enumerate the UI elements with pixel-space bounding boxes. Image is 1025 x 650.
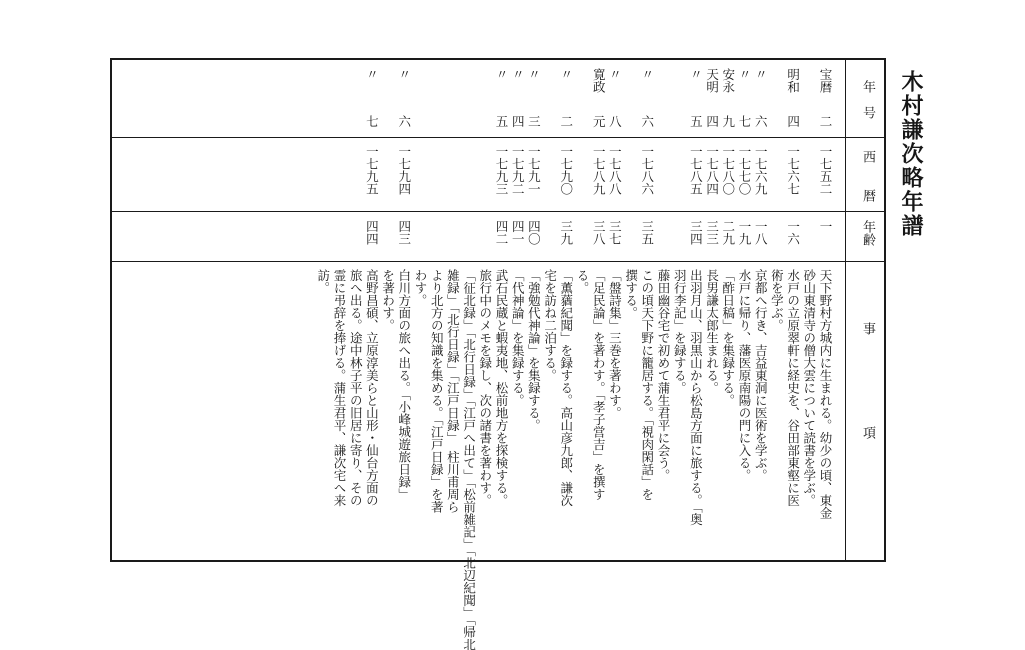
header-divider [845,60,846,560]
event-line: 「酢日稿」を集録する。 [720,269,736,407]
event-line: 「足民論」を著わす。「孝子営吉」を撰す [591,269,607,501]
event-line: 武石民蔵と蝦夷地、松前地方を探検する。 [494,269,509,507]
western-year-cell: 一七九四 [396,145,412,195]
era-number-cell: 三 [526,115,542,128]
era-cell: 安永 [720,68,736,93]
event-line: 「盤詩集」三巻を著わす。 [607,269,623,419]
event-line: 宅を訪ね二泊する。 [542,269,558,382]
western-year-cell: 一七五二 [818,145,833,195]
event-line: 白川方面の旅へ出る。「小峰城遊旅日録」 [396,269,412,501]
era-cell: 〃 [510,68,526,81]
era-cell: 宝暦 [818,68,833,93]
western-year-cell: 一七九〇 [558,145,574,195]
western-year-cell: 一七八九 [591,145,607,195]
era-number-cell: 六 [396,115,412,128]
era-number-cell: 九 [720,115,736,128]
era-cell: 〃 [364,68,380,81]
event-line: 術を学ぶ。 [769,269,785,332]
era-number-cell: 五 [494,115,509,128]
event-line: わす。 [413,269,428,307]
row-divider-era [112,137,884,138]
western-year-cell: 一七九一 [526,145,542,195]
chronology-table [110,58,886,650]
western-year-cell: 一七六七 [785,145,801,195]
western-year-cell: 一七九二 [510,145,526,195]
age-cell: 一八 [753,220,769,245]
event-line: 「征北録」「北行日録」「江戸へ出て」「松前雑記」「北辺紀聞」「帰北 [461,269,477,650]
era-number-cell: 四 [785,115,801,128]
era-cell: 〃 [558,68,574,81]
era-number-cell: 五 [688,115,704,128]
era-cell: 〃 [607,68,623,81]
age-cell: 三四 [688,220,704,245]
event-line: 羽行李記」を録する。 [672,269,688,394]
event-line: 訪。 [315,269,331,294]
event-line: を著わす。 [380,269,396,332]
event-line: 水戸に帰り、藩医原南陽の門に入る。 [737,269,752,482]
event-line: 天下野村方城内に生まれる。幼少の頃、東金 [818,269,833,519]
era-cell: 〃 [639,68,655,81]
age-cell: 三七 [607,220,623,245]
western-year-cell: 一七八四 [704,145,720,195]
page-title: 木村謙次略年譜 [898,70,923,238]
western-year-cell: 一七九三 [494,145,509,195]
age-cell: 四〇 [526,220,542,245]
era-number-cell: 二 [818,115,833,128]
event-line: 「強勉代神論」を集録する。 [526,269,542,432]
event-line: 「薫蕕紀聞」を録する。高山彦九郎、謙次 [558,269,574,507]
header-age: 年齢 [860,220,875,246]
era-number-cell: 四 [510,115,526,128]
event-line: 「代神論」を集録する。 [510,269,526,407]
event-line: 高野昌碩、立原淳美らと山形・仙台方面の [364,269,380,507]
age-cell: 三八 [591,220,607,245]
event-line: 旅行中のメモを録し、次の諸書を著わす。 [477,269,493,507]
era-cell: 〃 [737,68,752,81]
age-cell: 一九 [737,220,752,245]
event-line: この頃天下野に籠居する。「視肉閑話」を [639,269,655,501]
era-number-cell: 六 [639,115,655,128]
age-cell: 三三 [704,220,720,245]
event-line: 霊に弔辞を捧げる。蒲生君平、謙次宅へ来 [332,269,347,507]
row-divider-age [112,261,884,262]
age-cell: 三九 [558,220,574,245]
age-cell: 四二 [494,220,509,245]
era-cell: 〃 [688,68,704,81]
era-number-cell: 七 [364,115,380,128]
age-cell: 一六 [785,220,801,245]
era-cell: 天明 [704,68,720,93]
era-cell: 明和 [785,68,801,93]
western-year-cell: 一七八五 [688,145,704,195]
era-cell: 〃 [526,68,542,81]
age-cell: 三五 [639,220,655,245]
western-year-cell: 一七九五 [364,145,380,195]
event-line: 撰する。 [623,269,639,319]
western-year-cell: 一七八八 [607,145,623,195]
western-year-cell: 一七七〇 [737,145,752,195]
event-line: 雑録」「北行日録」「江戸日録」 柱川甫周ら [445,269,461,513]
age-cell: 二九 [720,220,736,245]
era-cell: 寛政 [591,68,607,93]
western-year-cell: 一七八〇 [720,145,736,195]
event-line: 砂山東清寺の僧大雲について読書を学ぶ。 [801,269,817,507]
era-number-cell: 七 [737,115,752,128]
western-year-cell: 一七八六 [639,145,655,195]
era-cell: 〃 [494,68,509,81]
era-number-cell: 六 [753,115,769,128]
era-number-cell: 元 [591,115,607,128]
event-line: 旅へ出る。途中林子平の旧居に寄り、その [348,269,364,507]
event-line: 藤田幽谷宅で初めて蒲生君平に会う。 [656,269,671,482]
event-line: 出羽月山、羽黒山から松島方面に旅する。「奥 [688,269,704,526]
era-number-cell: 四 [704,115,720,128]
age-cell: 四一 [510,220,526,245]
age-cell: 四三 [396,220,412,245]
event-line: 京都へ行き、吉益東洞に医術を学ぶ。 [753,269,769,482]
western-year-cell: 一七六九 [753,145,769,195]
era-cell: 〃 [753,68,769,81]
row-divider-western [112,211,884,212]
age-cell: 四四 [364,220,380,245]
event-line: る。 [575,269,590,294]
header-events: 事 項 [860,322,875,439]
event-line: 長男謙太郎生まれる。 [704,269,720,394]
era-number-cell: 八 [607,115,623,128]
header-era: 年 号 [860,80,875,119]
era-number-cell: 二 [558,115,574,128]
era-cell: 〃 [396,68,412,81]
header-western-year: 西 暦 [860,150,875,202]
event-line: 水戸の立原翠軒に経史を、谷田部東壑に医 [785,269,801,507]
age-cell: 一 [818,220,833,233]
event-line: より北方の知識を集める。「江戸日録」を著 [429,269,445,513]
